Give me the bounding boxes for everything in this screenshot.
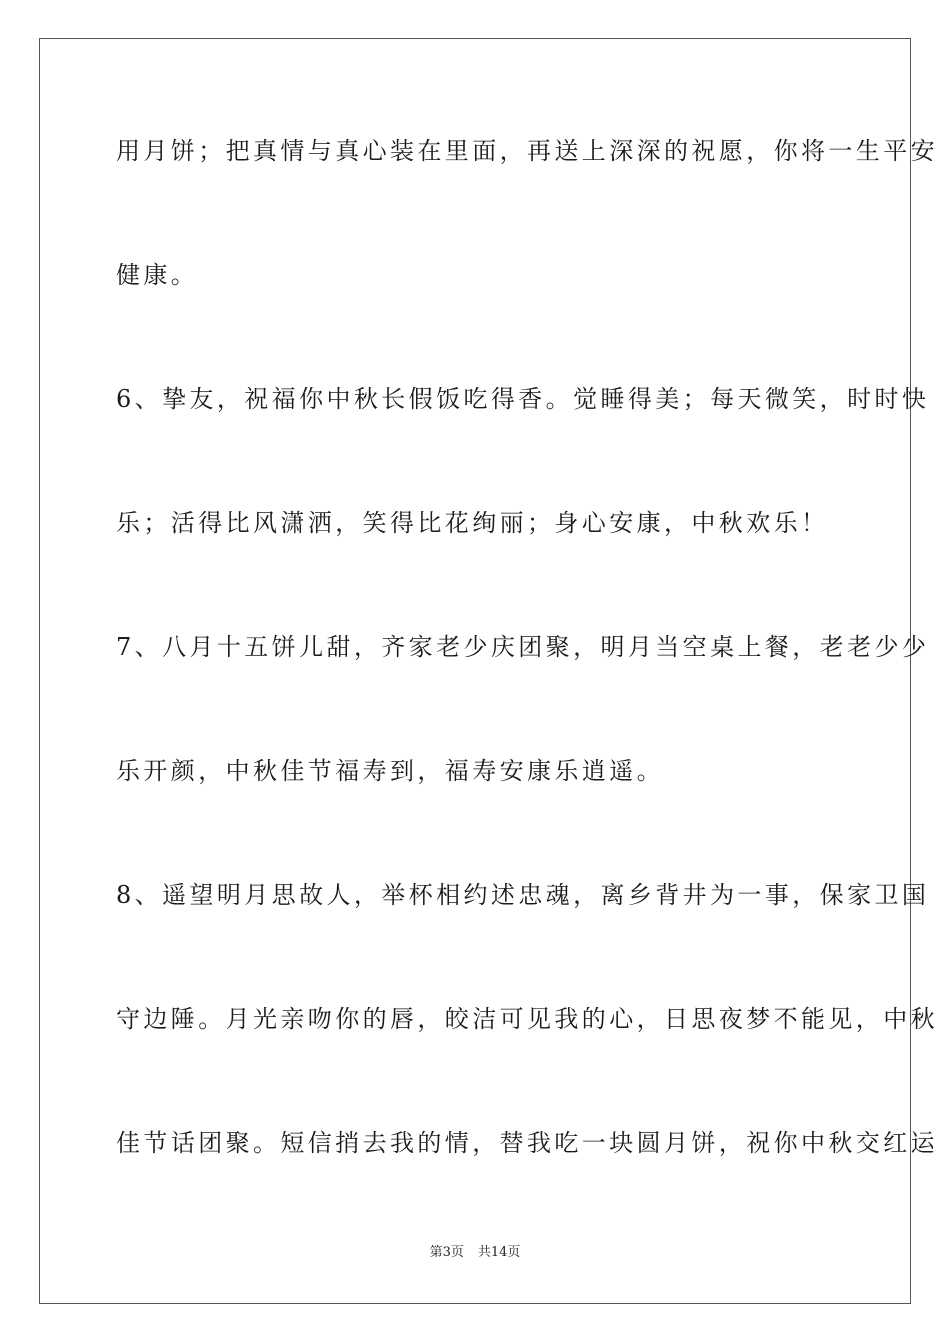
page-total: 共14页 [477, 1245, 521, 1260]
text-line-2: 健康。 [116, 261, 199, 289]
text-line-4: 乐；活得比风潇洒，笑得比花绚丽；身心安康，中秋欢乐！ [116, 509, 829, 537]
text-line-5: 7、八月十五饼儿甜，齐家老少庆团聚，明月当空桌上餐，老老少少 [116, 633, 930, 661]
text-line-8: 守边陲。月光亲吻你的唇，皎洁可见我的心，日思夜梦不能见，中秋 [116, 1005, 938, 1033]
page-number: 第3页 [429, 1245, 464, 1260]
page-border [39, 38, 938, 1304]
text-line-6: 乐开颜，中秋佳节福寿到，福寿安康乐逍遥。 [116, 757, 664, 785]
page-footer [0, 1244, 950, 1262]
text-line-3: 6、挚友，祝福你中秋长假饭吃得香。觉睡得美；每天微笑，时时快 [116, 385, 930, 413]
text-line-1: 用月饼；把真情与真心装在里面，再送上深深的祝愿，你将一生平安 [116, 137, 938, 165]
text-line-9: 佳节话团聚。短信捎去我的情，替我吃一块圆月饼，祝你中秋交红运 [116, 1129, 938, 1157]
text-line-7: 8、遥望明月思故人，举杯相约述忠魂，离乡背井为一事，保家卫国 [116, 881, 930, 909]
